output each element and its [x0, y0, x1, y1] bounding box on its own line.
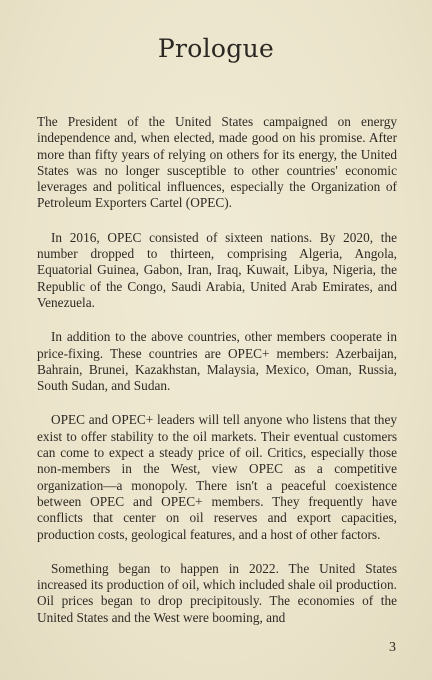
page-title: Prologue — [157, 34, 275, 63]
paragraph: In 2016, OPEC consisted of sixteen nations. By 2020, the number dropped to thirteen, comprising Algeria, Angola, Equatorial Guinea, Gabon, Iran, Iraq, Kuwait, Libya, Nigeria, the Republic of the Congo, Saudi Arabia, United Arab Emirates, and Venezuela. — [37, 229, 397, 310]
paragraph: In addition to the above countries, other members cooperate in price-fixing. These countries are OPEC+ members: Azerbaijan, Bahrain, Brunei, Kazakhstan, Malaysia, Mexico, Oman, Russia, South Sudan, and Sudan. — [37, 329, 397, 394]
body-text — [37, 114, 397, 644]
paragraph: OPEC and OPEC+ leaders will tell anyone who listens that they exist to offer stability to the oil markets. Their eventual customers can come to expect a steady price of oil. Critics, especially those non-members in the West, view OPEC as a competitive organization—a monopoly. There isn't a peaceful coexistence between OPEC and OPEC+ members. They frequently have conflicts that center on oil reserves and export capacities, production costs, geological features, and a host of other factors. — [37, 412, 397, 542]
paragraph: The President of the United States campaigned on energy independence and, when elected, made good on his promise. After more than fifty years of relying on others for its energy, the United States was no longer susceptible to other countries' economic leverages and political influences, especially the Organization of Petroleum Exporters Cartel (OPEC). — [37, 114, 397, 211]
paragraph: Something began to happen in 2022. The United States increased its production of oil, which included shale oil production. Oil prices began to drop precipitously. The economies of the United States and the West were booming, and — [37, 560, 397, 625]
page-number: 3 — [389, 640, 396, 655]
